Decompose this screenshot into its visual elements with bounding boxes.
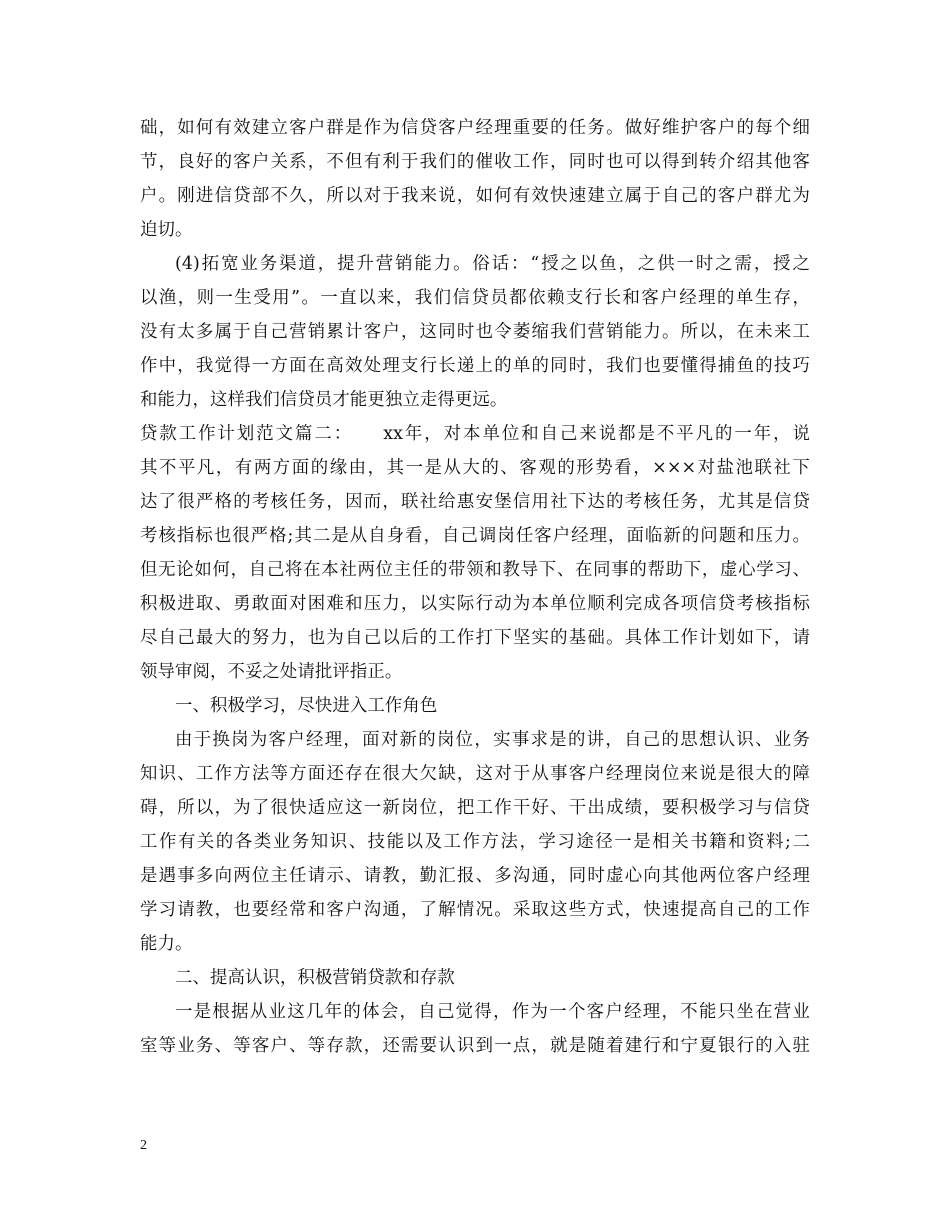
text-line: 以渔，则一生受用”。一直以来，我们信贷员都依赖支行长和客户经理的单生存，	[140, 288, 810, 308]
text-line: 碍，所以，为了很快适应这一新岗位，把工作干好、干出成绩，要积极学习与信贷	[140, 798, 810, 818]
text-line: 没有太多属于自己营销累计客户，这同时也令萎缩我们营销能力。所以，在未来工	[140, 322, 810, 342]
section-heading: 一、积极学习，尽快进入工作角色	[175, 696, 438, 716]
text-line: 知识、工作方法等方面还存在很大欠缺，这对于从事客户经理岗位来说是很大的障	[140, 764, 810, 784]
text-line: 考核指标也很严格;其二是从自身看，自己调岗任客户经理，面临新的问题和压力。	[140, 526, 810, 546]
text-line: 学习请教，也要经常和客户沟通，了解情况。采取这些方式，快速提高自己的工作	[140, 900, 810, 920]
text-line: 节，良好的客户关系，不但有利于我们的催收工作，同时也可以得到转介绍其他客	[140, 152, 810, 172]
text-line: 但无论如何，自己将在本社两位主任的带领和教导下、在同事的帮助下，虚心学习、	[140, 560, 810, 580]
text-line: 达了很严格的考核任务，因而，联社给惠安堡信用社下达的考核任务，尤其是信贷	[140, 492, 810, 512]
text-line: 础，如何有效建立客户群是作为信贷客户经理重要的任务。做好维护客户的每个细	[140, 118, 810, 138]
text-line: 是遇事多向两位主任请示、请教，勤汇报、多沟通，同时虚心向其他两位客户经理	[140, 866, 810, 886]
text-line: 室等业务、等客户、等存款，还需要认识到一点，就是随着建行和宁夏银行的入驻	[140, 1036, 810, 1056]
text-line: 能力。	[140, 934, 193, 954]
text-line: (4)拓宽业务渠道，提升营销能力。俗话：“授之以鱼，之供一时之需，授之	[175, 254, 810, 274]
text-line: 一是根据从业这几年的体会，自己觉得，作为一个客户经理，不能只坐在营业	[175, 1002, 810, 1022]
text-line: 和能力，这样我们信贷员才能更独立走得更远。	[140, 390, 508, 410]
text-line: 领导审阅，不妥之处请批评指正。	[140, 662, 403, 682]
text-line: 尽自己最大的努力，也为自己以后的工作打下坚实的基础。具体工作计划如下，请	[140, 628, 810, 648]
text-line: 其不平凡，有两方面的缘由，其一是从大的、客观的形势看，×××对盐池联社下	[140, 458, 810, 478]
section-heading: 二、提高认识，积极营销贷款和存款	[175, 968, 455, 988]
page-number: 2	[140, 1138, 147, 1153]
text-line: 积极进取、勇敢面对困难和压力，以实际行动为本单位顺利完成各项信贷考核指标	[140, 594, 810, 614]
section-heading-line: 贷款工作计划范文篇二： xx年，对本单位和自己来说都是不平凡的一年，说	[140, 424, 810, 444]
text-line: 迫切。	[140, 220, 193, 240]
text-line: 户。刚进信贷部不久，所以对于我来说，如何有效快速建立属于自己的客户群尤为	[140, 186, 810, 206]
text-line: 工作有关的各类业务知识、技能以及工作方法，学习途径一是相关书籍和资料;二	[140, 832, 810, 852]
text-line: 由于换岗为客户经理，面对新的岗位，实事求是的讲，自己的思想认识、业务	[175, 730, 810, 750]
text-line: 作中，我觉得一方面在高效处理支行长递上的单的同时，我们也要懂得捕鱼的技巧	[140, 356, 810, 376]
